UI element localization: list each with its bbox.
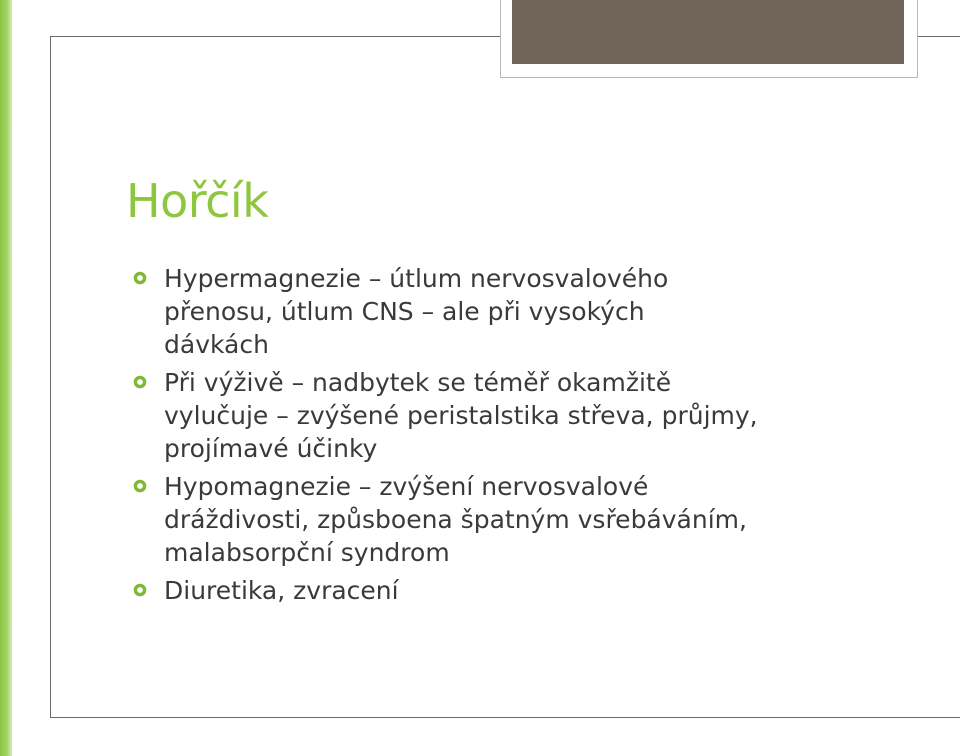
bullet-line: dávkách bbox=[164, 330, 269, 359]
bullet-line: projímavé účinky bbox=[164, 434, 378, 463]
bullet-line: Při výživě – nadbytek se téměř okamžitě bbox=[164, 368, 672, 397]
bullet-line: Hypomagnezie – zvýšení nervosvalové bbox=[164, 472, 649, 501]
bullet-item bbox=[132, 470, 932, 569]
bullet-list bbox=[132, 262, 932, 612]
slide-title: Hořčík bbox=[126, 174, 269, 228]
bullet-line: Hypermagnezie – útlum nervosvalového bbox=[164, 264, 669, 293]
bullet-line: malabsorpční syndrom bbox=[164, 538, 450, 567]
hollow-circle-bullet-icon bbox=[133, 583, 147, 597]
bullet-line: přenosu, útlum CNS – ale při vysokých bbox=[164, 297, 645, 326]
hollow-circle-bullet-icon bbox=[133, 479, 147, 493]
bullet-item bbox=[132, 262, 932, 361]
bullet-line: dráždivosti, způsboena špatným vsřebáváním, bbox=[164, 505, 747, 534]
header-decoration-block bbox=[512, 0, 904, 64]
hollow-circle-bullet-icon bbox=[133, 271, 147, 285]
hollow-circle-bullet-icon bbox=[133, 375, 147, 389]
bullet-item bbox=[132, 574, 932, 607]
bullet-line: Diuretika, zvracení bbox=[164, 576, 399, 605]
left-accent-stripe bbox=[0, 0, 12, 756]
bullet-item bbox=[132, 366, 932, 465]
bullet-line: vylučuje – zvýšené peristalstika střeva, průjmy, bbox=[164, 401, 758, 430]
